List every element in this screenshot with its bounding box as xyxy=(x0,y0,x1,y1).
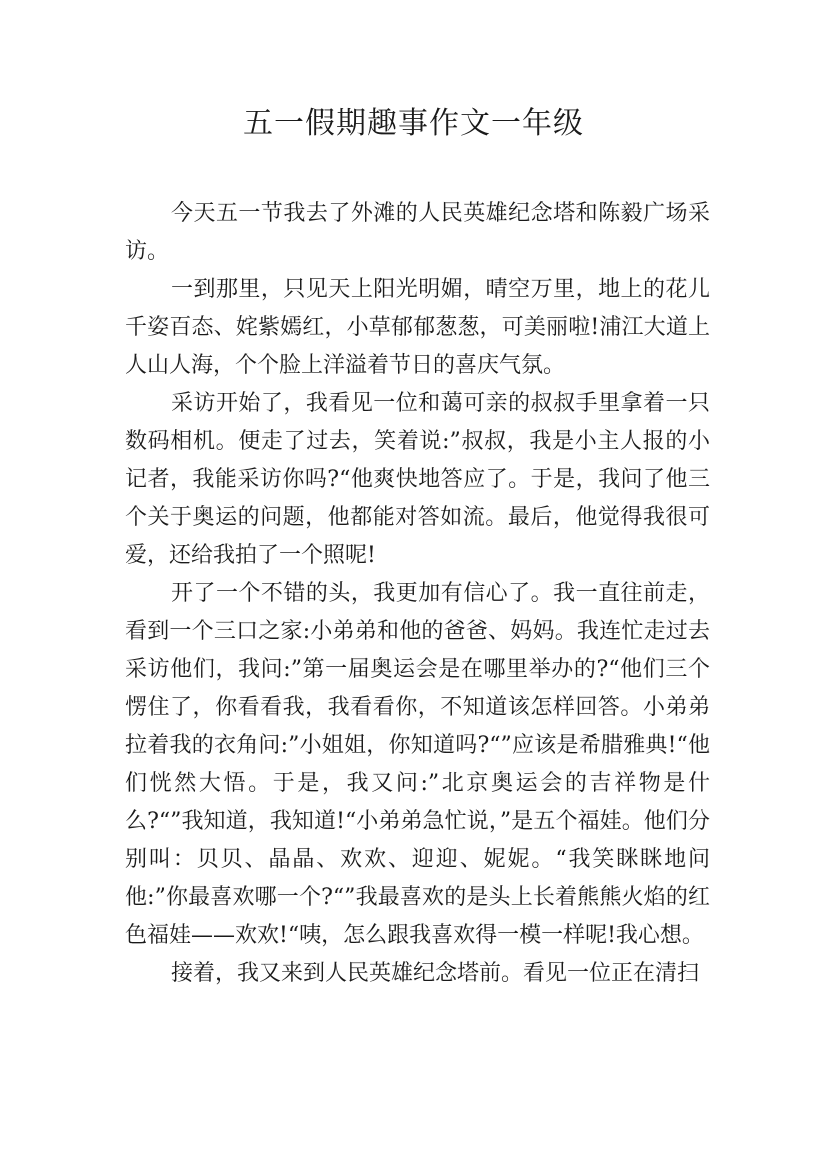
paragraph: 今天五一节我去了外滩的人民英雄纪念塔和陈毅广场采访。 xyxy=(125,201,710,264)
document-body xyxy=(125,195,710,993)
paragraph: 一到那里，只见天上阳光明媚，晴空万里，地上的花儿千姿百态、姹紫嫣红，小草郁郁葱葱，可美丽啦!浦江大道上人山人海，个个脸上洋溢着节日的喜庆气氛。 xyxy=(125,277,710,378)
paragraph: 开了一个不错的头，我更加有信心了。我一直往前走，看到一个三口之家:小弟弟和他的爸爸、妈妈。我连忙走过去采访他们，我问:”第一届奥运会是在哪里举办的?“他们三个愣住了，你看看我，我看看你，不知道该怎样回答。小弟弟拉着我的衣角问:”小姐姐，你知道吗?“”应该是希腊雅典!“他们恍然大悟。于是，我又问:”北京奥运会的吉祥物是什么?“”我知道，我知道!“小弟弟急忙说，”是五个福娃。他们分别叫：贝贝、晶晶、欢欢、迎迎、妮妮。“我笑眯眯地问他:”你最喜欢哪一个?“”我最喜欢的是头上长着熊熊火焰的红色福娃——欢欢!“咦，怎么跟我喜欢得一模一样呢!我心想。 xyxy=(125,581,710,948)
document-title: 五一假期趣事作文一年级 xyxy=(243,106,584,141)
paragraph: 采访开始了，我看见一位和蔼可亲的叔叔手里拿着一只数码相机。便走了过去，笑着说:”叔叔，我是小主人报的小记者，我能采访你吗?“他爽快地答应了。于是，我问了他三个关于奥运的问题，他都能对答如流。最后，他觉得我很可爱，还给我拍了一个照呢! xyxy=(125,391,710,568)
paragraph: 接着，我又来到人民英雄纪念塔前。看见一位正在清扫 xyxy=(171,961,700,986)
